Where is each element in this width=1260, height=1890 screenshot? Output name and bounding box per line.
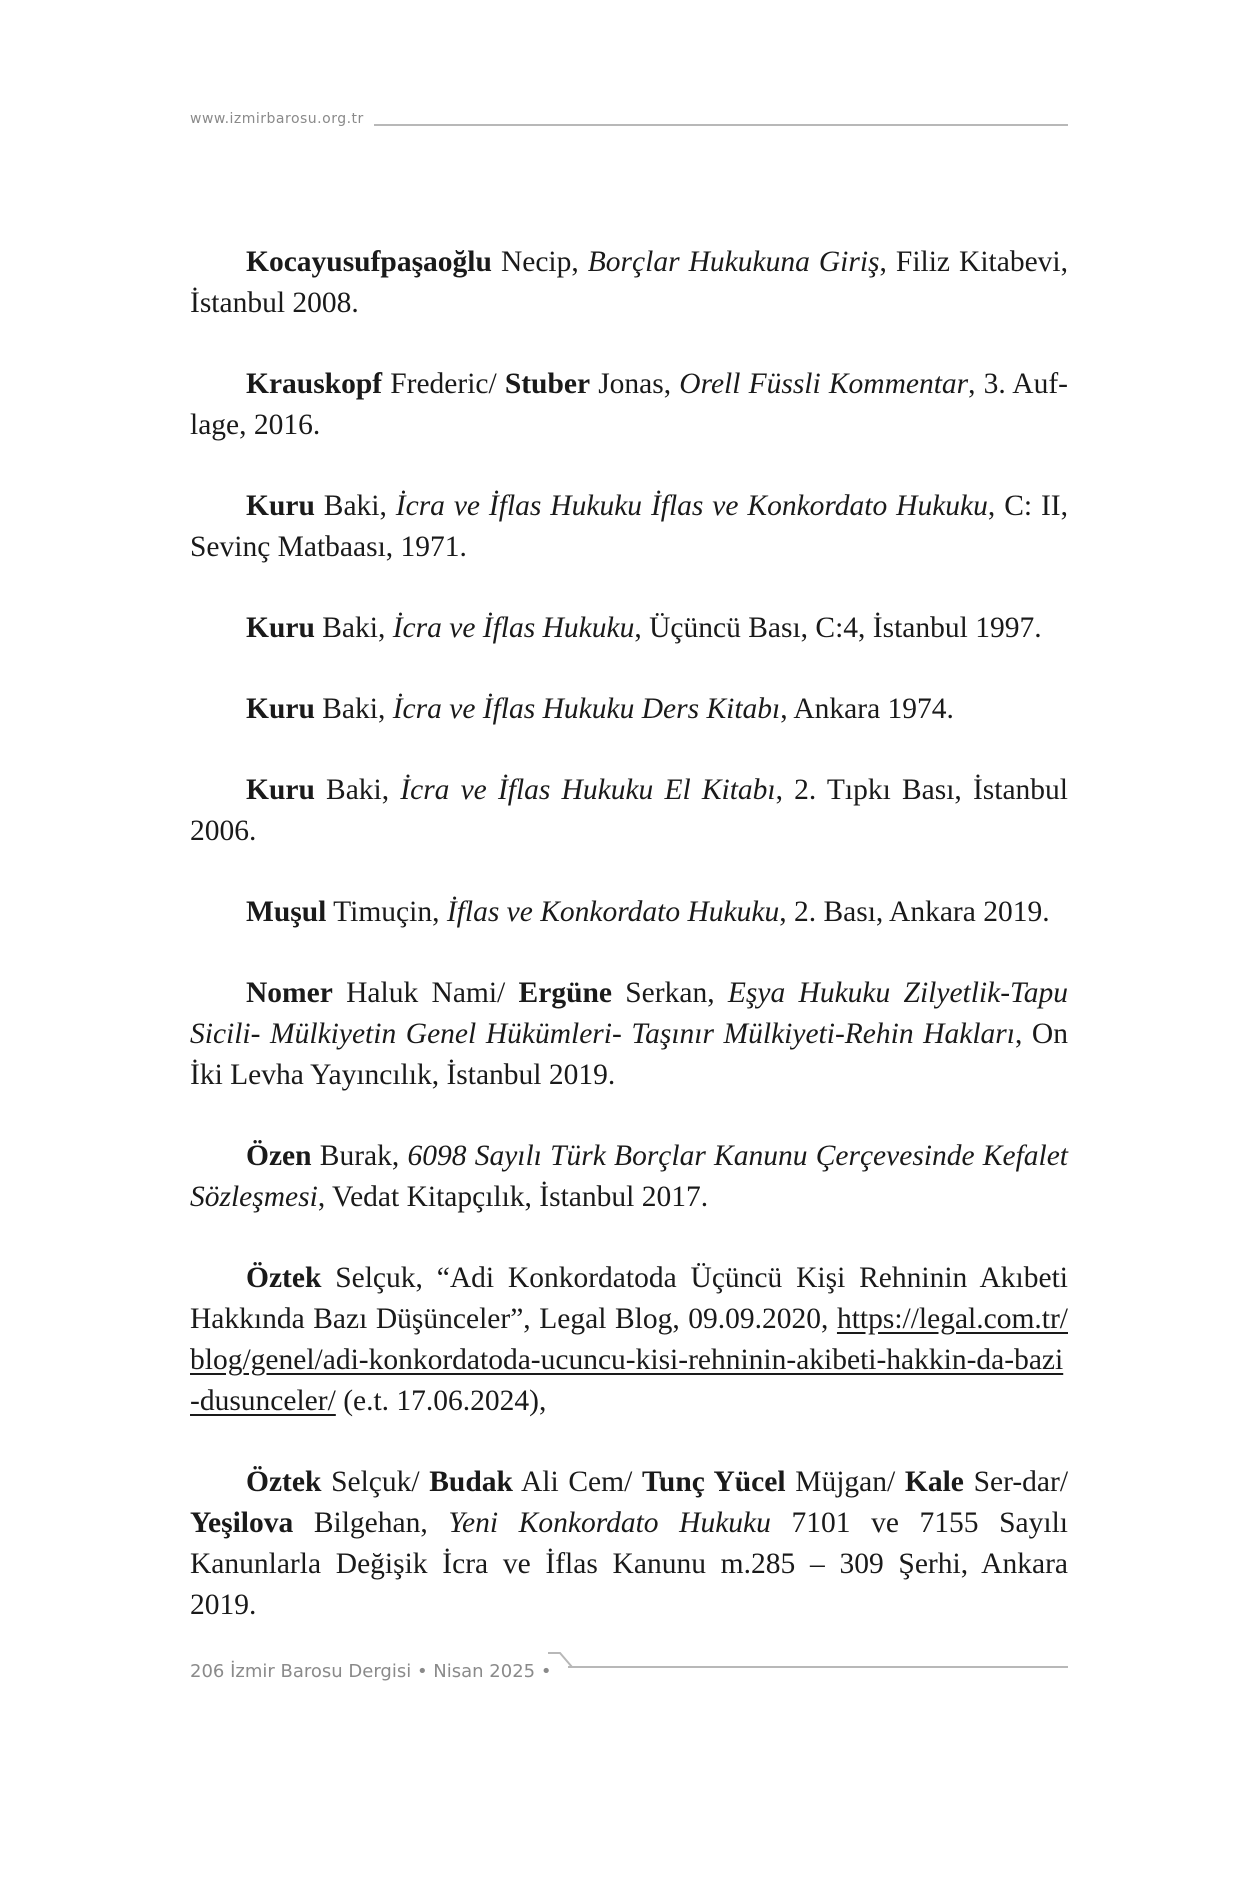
bibliography-entry: Kuru Baki, İcra ve İflas Hukuku, Üçüncü Bası, C:4, İstanbul 1997. (246, 612, 1042, 644)
book-title: Orell Füssli Kommentar (679, 368, 969, 400)
bibliography-entry: Kuru Baki, İcra ve İflas Hukuku El Kitabı, 2. Tıpkı Bası, İstanbul 2006. (190, 774, 1068, 847)
book-title: İcra ve İflas Hukuku El Kitabı (400, 774, 776, 806)
source-link[interactable]: https://legal.com.tr/blog/genel/adi-konkordatoda-ucuncu-kisi-rehninin-akibeti-hakkin-da-bazi-dusunceler/ (190, 1303, 1068, 1417)
book-title: Borçlar Hukukuna Giriş (587, 246, 880, 278)
book-title: 6098 Sayılı Türk Borçlar Kanunu Çerçevesinde Kefalet Sözleşmesi (190, 1140, 1069, 1213)
book-title: Eşya Hukuku Zilyetlik-Tapu Sicili- Mülkiyetin Genel Hükümleri- Taşınır Mülkiyeti-Rehin Hakları (190, 977, 1068, 1050)
bibliography (190, 242, 1068, 1666)
author-name: Kuru (246, 612, 315, 644)
author-name: Ergüne (518, 977, 612, 1009)
author-name: Tunç Yücel (641, 1466, 786, 1498)
author-name: Kale (904, 1466, 964, 1498)
bibliography-entry: Nomer Haluk Nami/ Ergüne Serkan, Eşya Hukuku Zilyetlik-Tapu Sicili- Mülkiyetin Genel Hükümleri- Taşınır Mülkiyeti-Rehin Hakları, On İki Levha Yayıncılık, İstanbul 2019. (190, 977, 1068, 1091)
author-name: Öztek (246, 1262, 322, 1294)
author-name: Yeşilova (190, 1507, 294, 1539)
bibliography-entry: Öztek Selçuk/ Budak Ali Cem/ Tunç Yücel Müjgan/ Kale Ser-dar/ Yeşilova Bilgehan, Yeni Konkordato Hukuku 7101 ve 7155 Sayılı Kanunlarla Değişik İcra ve İflas Kanunu m.285 – 309 Şerhi, Ankara 2019. (190, 1466, 1069, 1621)
bibliography-entry: Öztek Selçuk, “Adi Konkordatoda Üçüncü Kişi Rehninin Akıbeti Hakkında Bazı Düşünceler”, Legal Blog, 09.09.2020, https://legal.com.tr/blog/genel/adi-konkordatoda-ucuncu-kisi-rehninin-akibeti-hakkin-da-bazi-dusunceler/ (e.t. 17.06.2024), (190, 1262, 1068, 1417)
author-name: Nomer (246, 977, 333, 1009)
book-title: Yeni Konkordato Hukuku (448, 1507, 771, 1539)
author-name: Kocayusufpaşaoğlu (246, 246, 492, 278)
author-name: Stuber (504, 368, 591, 400)
author-name: Kuru (246, 693, 315, 725)
book-title: İflas ve Konkordato Hukuku (446, 896, 780, 928)
bibliography-entry: Muşul Timuçin, İflas ve Konkordato Hukuku, 2. Bası, Ankara 2019. (246, 896, 1050, 928)
author-name: Kuru (246, 774, 315, 806)
bibliography-entry: Kocayusufpaşaoğlu Necip, Borçlar Hukukuna Giriş, Filiz Kitabevi, İstanbul 2008. (190, 246, 1068, 319)
author-name: Özen (246, 1140, 312, 1172)
book-title: İcra ve İflas Hukuku Ders Kitabı (392, 693, 781, 725)
bibliography-entry: Kuru Baki, İcra ve İflas Hukuku İflas ve Konkordato Hukuku, C: II, Sevinç Matbaası, 1971. (190, 490, 1068, 563)
bibliography-entry: Özen Burak, 6098 Sayılı Türk Borçlar Kanunu Çerçevesinde Kefalet Sözleşmesi, Vedat Kitapçılık, İstanbul 2017. (190, 1140, 1069, 1213)
footer-page-info: 206 İzmir Barosu Dergisi • Nisan 2025 • (190, 1661, 552, 1682)
bibliography-entry: Krauskopf Frederic/ Stuber Jonas, Orell Füssli Kommentar, 3. Auf-lage, 2016. (190, 368, 1068, 441)
footer-rule (568, 1666, 1068, 1668)
author-name: Öztek (246, 1466, 322, 1498)
author-name: Budak (429, 1466, 513, 1498)
book-title: İcra ve İflas Hukuku (392, 612, 635, 644)
author-name: Muşul (246, 896, 327, 928)
book-title: İcra ve İflas Hukuku İflas ve Konkordato Hukuku (395, 490, 988, 522)
header-rule (374, 124, 1068, 126)
author-name: Krauskopf (246, 368, 383, 400)
bibliography-entry: Kuru Baki, İcra ve İflas Hukuku Ders Kitabı, Ankara 1974. (246, 693, 954, 725)
header-url: www.izmirbarosu.org.tr (190, 111, 364, 127)
author-name: Kuru (246, 490, 315, 522)
